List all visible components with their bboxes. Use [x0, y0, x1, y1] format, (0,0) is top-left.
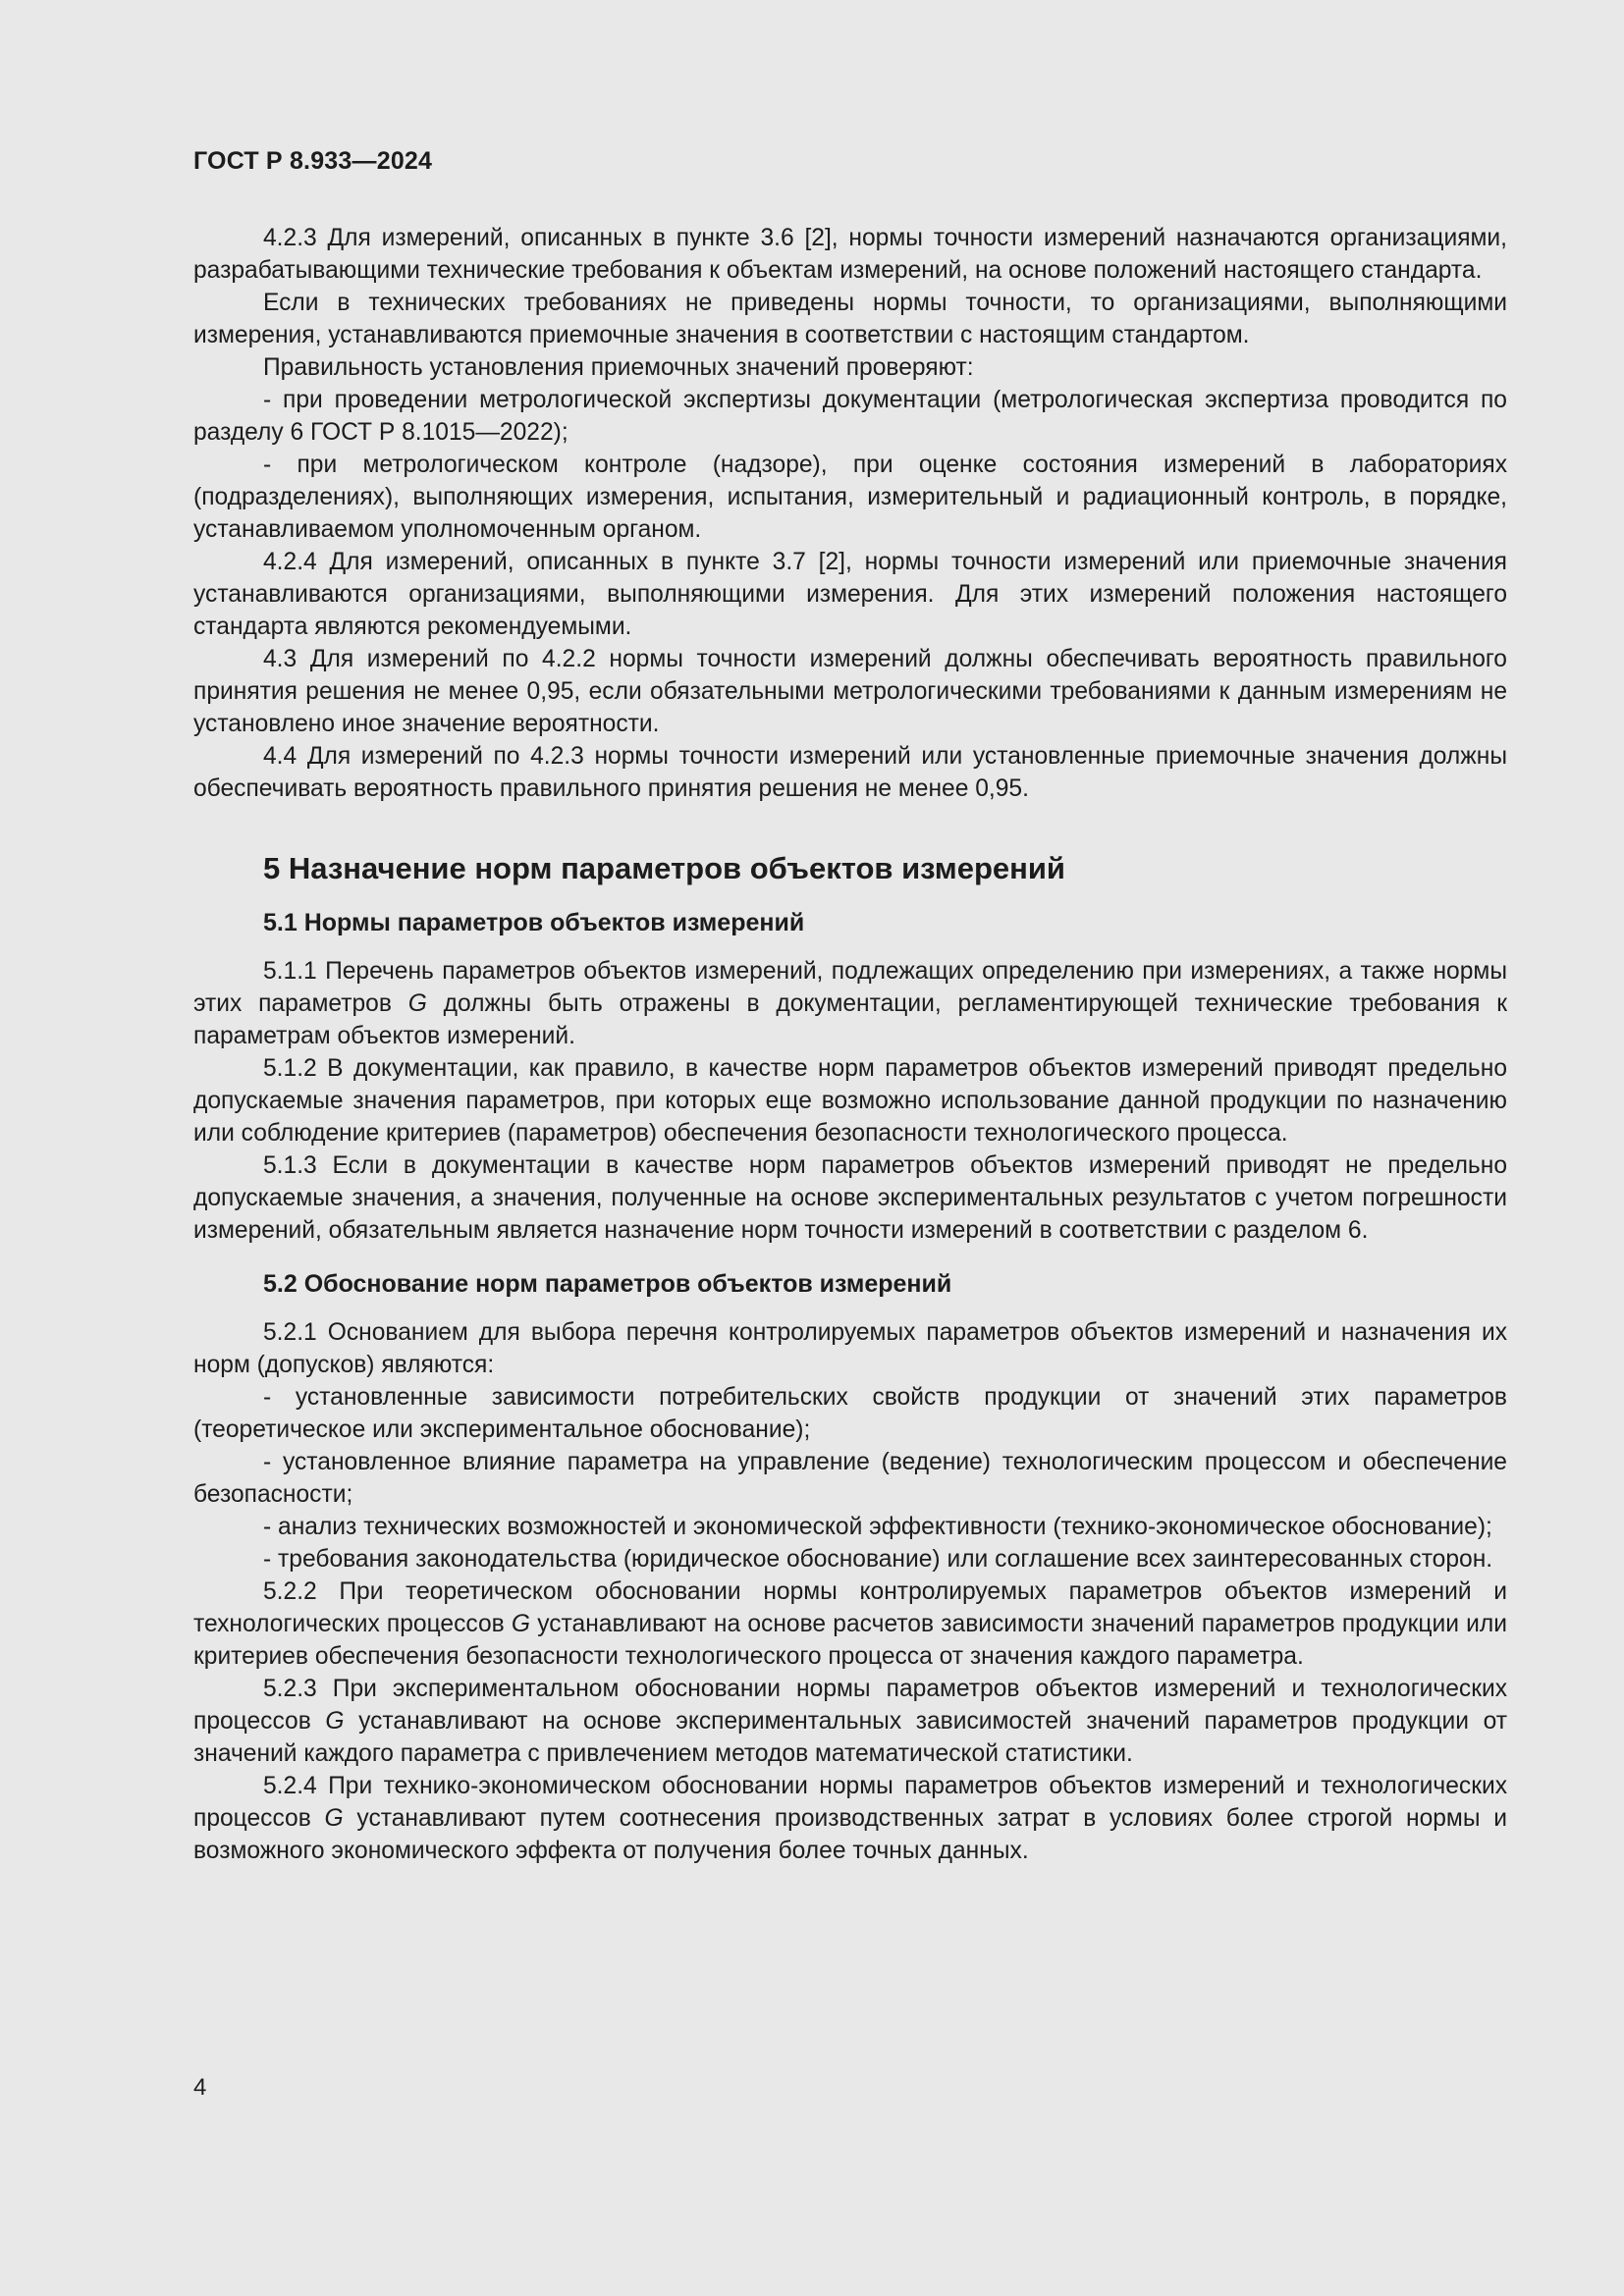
list-item-metrological-control: - при метрологическом контроле (надзоре), при оценке состояния измерений в лабораториях (подразделениях), выполняющих измерения, испытания, измерительный и радиационный контроль, в порядке, устанавливаемом уполномоченным органом.	[193, 452, 1507, 543]
paragraph-verification-intro: Правильность установления приемочных значений проверяют:	[263, 354, 974, 381]
paragraph-acceptance-values: Если в технических требованиях не приведены нормы точности, то организациями, выполняющими измерения, устанавливаются приемочные значения в соответствии с настоящим стандартом.	[193, 290, 1507, 348]
list-item-metrological-expertise: - при проведении метрологической экспертизы документации (метрологическая экспертиза проводится по разделу 6 ГОСТ Р 8.1015—2022);	[193, 387, 1507, 446]
section-5-title: 5 Назначение норм параметров объектов измерений	[263, 851, 1065, 885]
paragraph-5-1-3: 5.1.3 Если в документации в качестве норм параметров объектов измерений приводят не предельно допускаемые значения, а значения, полученные на основе экспериментальных результатов с учетом погрешности измерений, обязательным является назначение норм точности измерений в соответствии с разделом 6.	[193, 1152, 1507, 1244]
paragraph-4-4: 4.4 Для измерений по 4.2.3 нормы точности измерений или установленные приемочные значения должны обеспечивать вероятность правильного принятия решения не менее 0,95.	[193, 743, 1507, 802]
list-item-technical-economic: - анализ технических возможностей и экономической эффективности (технико-экономическое обоснование);	[263, 1514, 1492, 1540]
subsection-5-1-title: 5.1 Нормы параметров объектов измерений	[263, 909, 805, 936]
subsection-5-2-title: 5.2 Обоснование норм параметров объектов измерений	[263, 1270, 952, 1298]
paragraph-4-3: 4.3 Для измерений по 4.2.2 нормы точности измерений должны обеспечивать вероятность правильного принятия решения не менее 0,95, если обязательными метрологическими требованиями к данным измерениям не установлено иное значение вероятности.	[193, 646, 1507, 737]
paragraph-5-2-2: 5.2.2 При теоретическом обосновании нормы контролируемых параметров объектов измерений и технологических процессов G устанавливают на основе расчетов зависимости значений параметров продукции или критериев обеспечения безопасности технологического процесса от значения каждого параметра.	[193, 1578, 1507, 1670]
page-number: 4	[193, 2074, 207, 2101]
paragraph-4-2-4: 4.2.4 Для измерений, описанных в пункте 3.7 [2], нормы точности измерений или приемочные значения устанавливаются организациями, выполняющими измерения. Для этих измерений положения настоящего стандарта являются рекомендуемыми.	[193, 549, 1507, 640]
list-item-consumer-properties: - установленные зависимости потребительских свойств продукции от значений этих параметров (теоретическое или экспериментальное обоснование);	[193, 1384, 1507, 1443]
paragraph-5-2-1: 5.2.1 Основанием для выбора перечня контролируемых параметров объектов измерений и назначения их норм (допусков) являются:	[193, 1319, 1507, 1378]
paragraph-5-1-1: 5.1.1 Перечень параметров объектов измерений, подлежащих определению при измерениях, а также нормы этих параметров G должны быть отражены в документации, регламентирующей технические требования к параметрам объектов измерений.	[193, 958, 1507, 1049]
document-body	[193, 222, 1507, 1867]
list-item-process-influence: - установленное влияние параметра на управление (ведение) технологическим процессом и обеспечение безопасности;	[193, 1449, 1507, 1508]
list-item-legal-requirements: - требования законодательства (юридическое обоснование) или соглашение всех заинтересованных сторон.	[263, 1546, 1493, 1573]
paragraph-5-2-4: 5.2.4 При технико-экономическом обосновании нормы параметров объектов измерений и технологических процессов G устанавливают путем соотнесения производственных затрат в условиях более строгой нормы и возможного экономического эффекта от получения более точных данных.	[193, 1773, 1507, 1864]
paragraph-4-2-3: 4.2.3 Для измерений, описанных в пункте 3.6 [2], нормы точности измерений назначаются организациями, разрабатывающими технические требования к объектам измерений, на основе положений настоящего стандарта.	[193, 225, 1507, 284]
paragraph-5-1-2: 5.1.2 В документации, как правило, в качестве норм параметров объектов измерений приводят предельно допускаемые значения параметров, при которых еще возможно использование данной продукции по назначению или соблюдение критериев (параметров) обеспечения безопасности технологического процесса.	[193, 1055, 1507, 1147]
document-code-header: ГОСТ Р 8.933—2024	[193, 147, 433, 175]
paragraph-5-2-3: 5.2.3 При экспериментальном обосновании нормы параметров объектов измерений и технологических процессов G устанавливают на основе экспериментальных зависимостей значений параметров продукции от значений каждого параметра с привлечением методов математической статистики.	[193, 1676, 1507, 1767]
